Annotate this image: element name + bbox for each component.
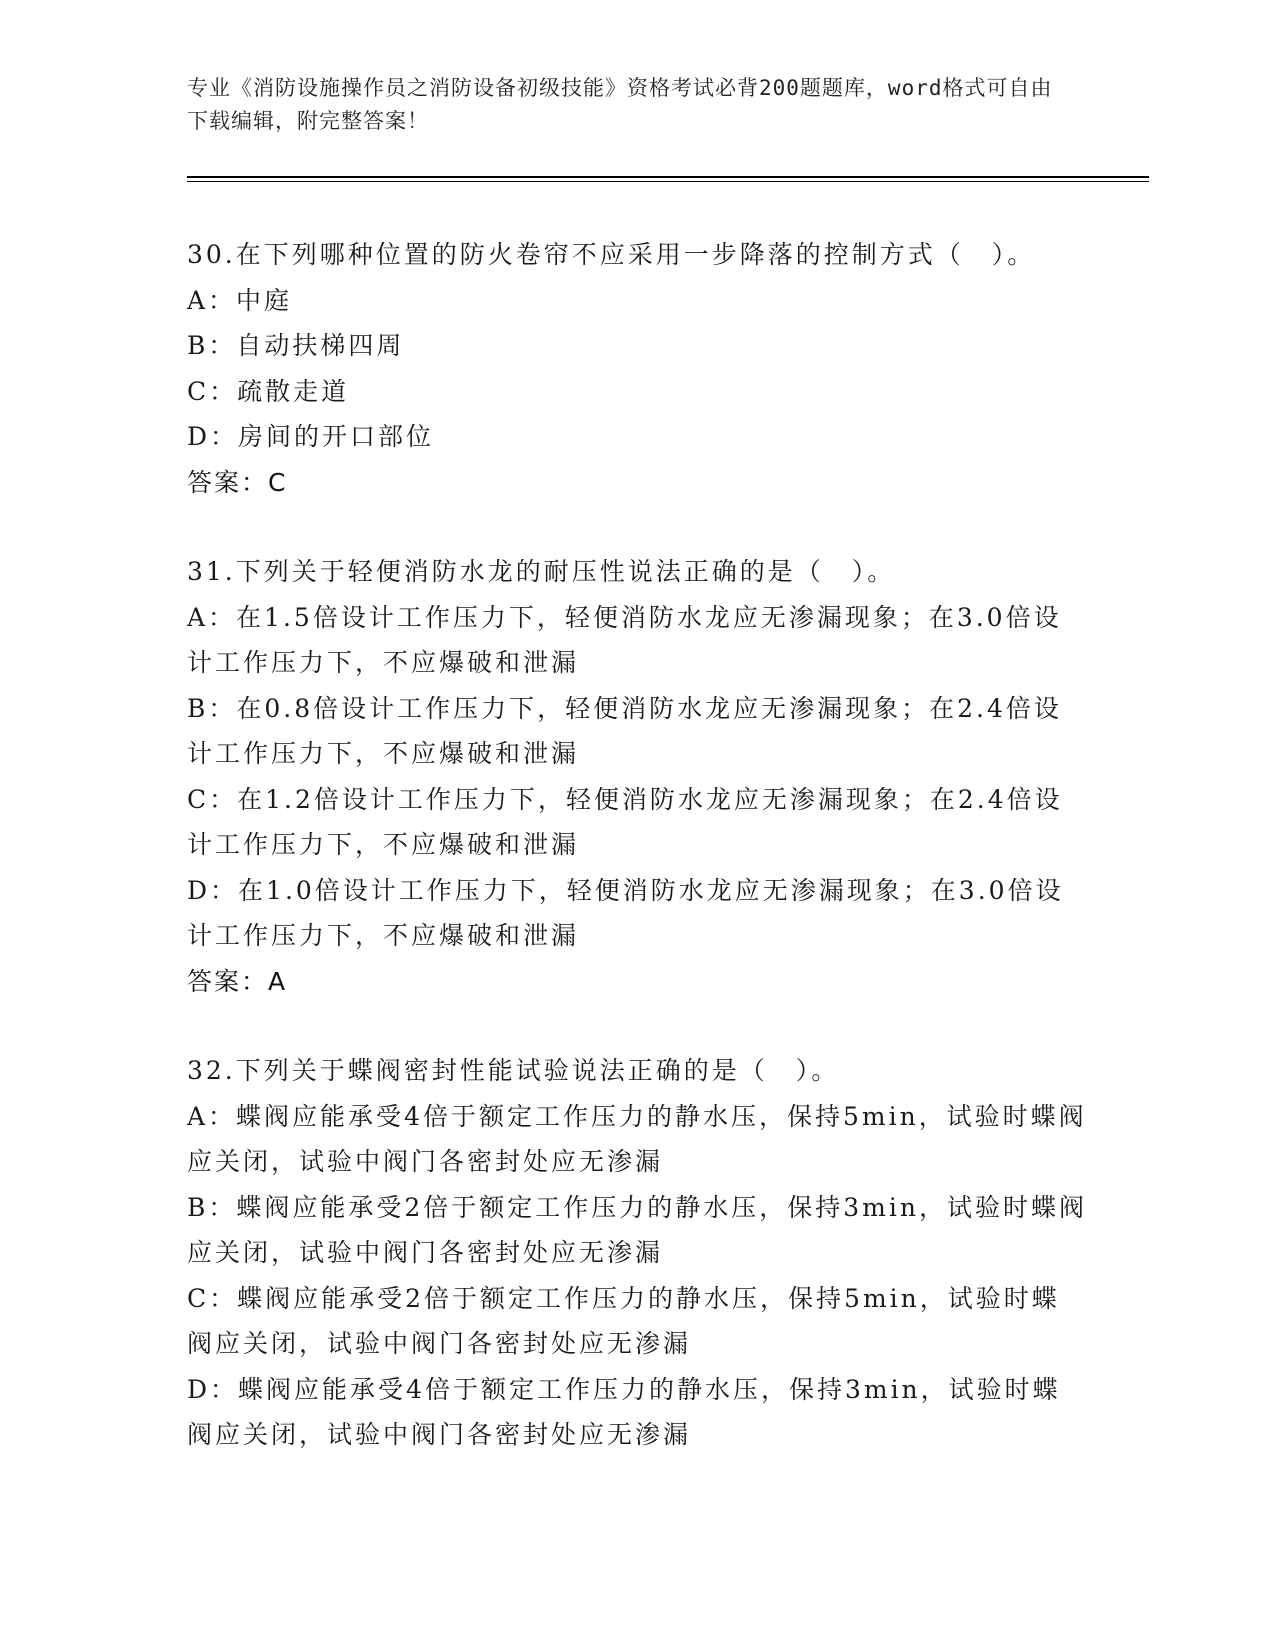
answer: 答案：C [187,467,288,497]
option-d: D：在1.0倍设计工作压力下，轻便消防水龙应无渗漏现象；在3.0倍设计工作压力下，不应爆破和泄漏 [187,875,1064,950]
question-list [187,232,1087,1502]
option-c: C：蝶阀应能承受2倍于额定工作压力的静水压，保持5min，试验时蝶阀应关闭，试验中阀门各密封处应无渗漏 [187,1283,1060,1358]
question-32 [187,1048,1087,1458]
option-b: B：蝶阀应能承受2倍于额定工作压力的静水压，保持3min，试验时蝶阀应关闭，试验中阀门各密封处应无渗漏 [187,1192,1087,1267]
question-30 [187,232,1087,505]
option-a: A：中庭 [187,285,293,315]
option-c: C：疏散走道 [187,376,350,406]
option-d: D：房间的开口部位 [187,422,435,451]
question-31 [187,549,1087,1004]
question-stem: 31.下列关于轻便消防水龙的耐压性说法正确的是（ ）。 [187,557,896,586]
option-a: A：蝶阀应能承受4倍于额定工作压力的静水压，保持5min，试验时蝶阀应关闭，试验中阀门各密封处应无渗漏 [187,1101,1087,1176]
question-stem: 30.在下列哪种位置的防火卷帘不应采用一步降落的控制方式（ ）。 [187,240,1036,269]
answer: 答案：A [187,966,288,996]
option-b: B：自动扶梯四周 [187,331,405,360]
header-rule-thin [187,181,1149,182]
question-stem: 32.下列关于蝶阀密封性能试验说法正确的是（ ）。 [187,1056,840,1085]
option-c: C：在1.2倍设计工作压力下，轻便消防水龙应无渗漏现象；在2.4倍设计工作压力下，不应爆破和泄漏 [187,784,1063,859]
header-rule-thick [187,176,1149,178]
option-d: D：蝶阀应能承受4倍于额定工作压力的静水压，保持3min，试验时蝶阀应关闭，试验中阀门各密封处应无渗漏 [187,1374,1061,1449]
option-b: B：在0.8倍设计工作压力下，轻便消防水龙应无渗漏现象；在2.4倍设计工作压力下，不应爆破和泄漏 [187,693,1062,768]
document-header: 专业《消防设施操作员之消防设备初级技能》资格考试必背200题题库，word格式可自由下载编辑，附完整答案！ [187,76,1053,133]
option-a: A：在1.5倍设计工作压力下，轻便消防水龙应无渗漏现象；在3.0倍设计工作压力下，不应爆破和泄漏 [187,602,1062,677]
